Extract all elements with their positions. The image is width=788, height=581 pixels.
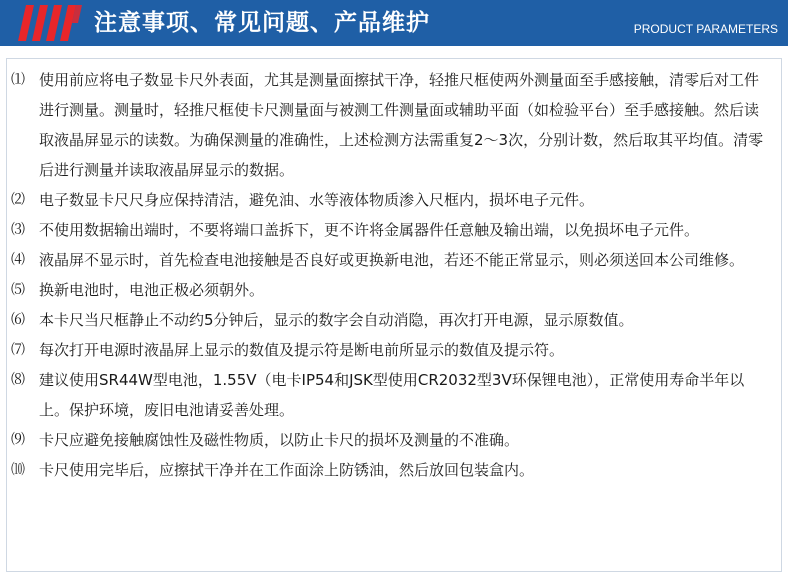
item-text: 换新电池时，电池正极必须朝外。 — [39, 281, 265, 299]
item-number: ⑹ — [11, 312, 25, 328]
item-text: 不使用数据输出端时，不要将端口盖拆下，更不许将金属器件任意触及输出端，以免损坏电子元件。 — [39, 221, 700, 239]
list-item — [11, 275, 775, 305]
item-number: ⑺ — [11, 342, 25, 358]
item-text: 使用前应将电子数显卡尺外表面，尤其是测量面擦拭干净，轻推尺框使两外测量面至手感接触，清零后对工件进行测量。测量时，轻推尺框使卡尺测量面与被测工件测量面或辅助平面（如检验平台）至手感接触。然后读取液晶屏显示的读数。为确保测量的准确性，上述检测方法需重复2～3次，分别计数，然后取其平均值。清零后进行测量并读取液晶屏显示的数据。 — [39, 71, 764, 179]
item-text: 卡尺使用完毕后，应擦拭干净并在工作面涂上防锈油，然后放回包装盒内。 — [39, 461, 535, 479]
list-item — [11, 185, 775, 215]
list-item — [11, 365, 775, 425]
item-number: ⑵ — [11, 192, 25, 208]
item-text: 建议使用SR44W型电池，1.55V（电卡IP54和JSK型使用CR2032型3V环保锂电池），正常使用寿命半年以上。保护环境，废旧电池请妥善处理。 — [39, 371, 745, 419]
list-item — [11, 455, 775, 485]
content-box — [6, 58, 782, 572]
item-number: ⑴ — [11, 72, 25, 88]
list-item — [11, 335, 775, 365]
item-text: 本卡尺当尺框静止不动约5分钟后，显示的数字会自动消隐，再次打开电源，显示原数值。 — [39, 311, 634, 329]
item-text: 每次打开电源时液晶屏上显示的数值及提示符是断电前所显示的数值及提示符。 — [39, 341, 565, 359]
item-number: ⑸ — [11, 282, 25, 298]
list-item — [11, 425, 775, 455]
item-number: ⑻ — [11, 372, 25, 388]
item-number: ⑶ — [11, 222, 25, 238]
item-number: ⑼ — [11, 432, 25, 448]
brand-stripes-logo-icon — [16, 3, 82, 43]
section-title: 注意事项、常见问题、产品维护 — [94, 10, 430, 36]
notice-list — [11, 65, 775, 485]
item-number: ⑽ — [11, 462, 25, 478]
section-subtitle: PRODUCT PARAMETERS — [633, 22, 778, 36]
item-text: 液晶屏不显示时，首先检查电池接触是否良好或更换新电池，若还不能正常显示，则必须送回本公司维修。 — [39, 251, 745, 269]
list-item — [11, 65, 775, 185]
section-header — [0, 0, 788, 46]
item-text: 卡尺应避免接触腐蚀性及磁性物质，以防止卡尺的损坏及测量的不准确。 — [39, 431, 520, 449]
list-item — [11, 215, 775, 245]
item-text: 电子数显卡尺尺身应保持清洁，避免油、水等液体物质渗入尺框内，损坏电子元件。 — [39, 191, 595, 209]
list-item — [11, 245, 775, 275]
item-number: ⑷ — [11, 252, 25, 268]
list-item — [11, 305, 775, 335]
